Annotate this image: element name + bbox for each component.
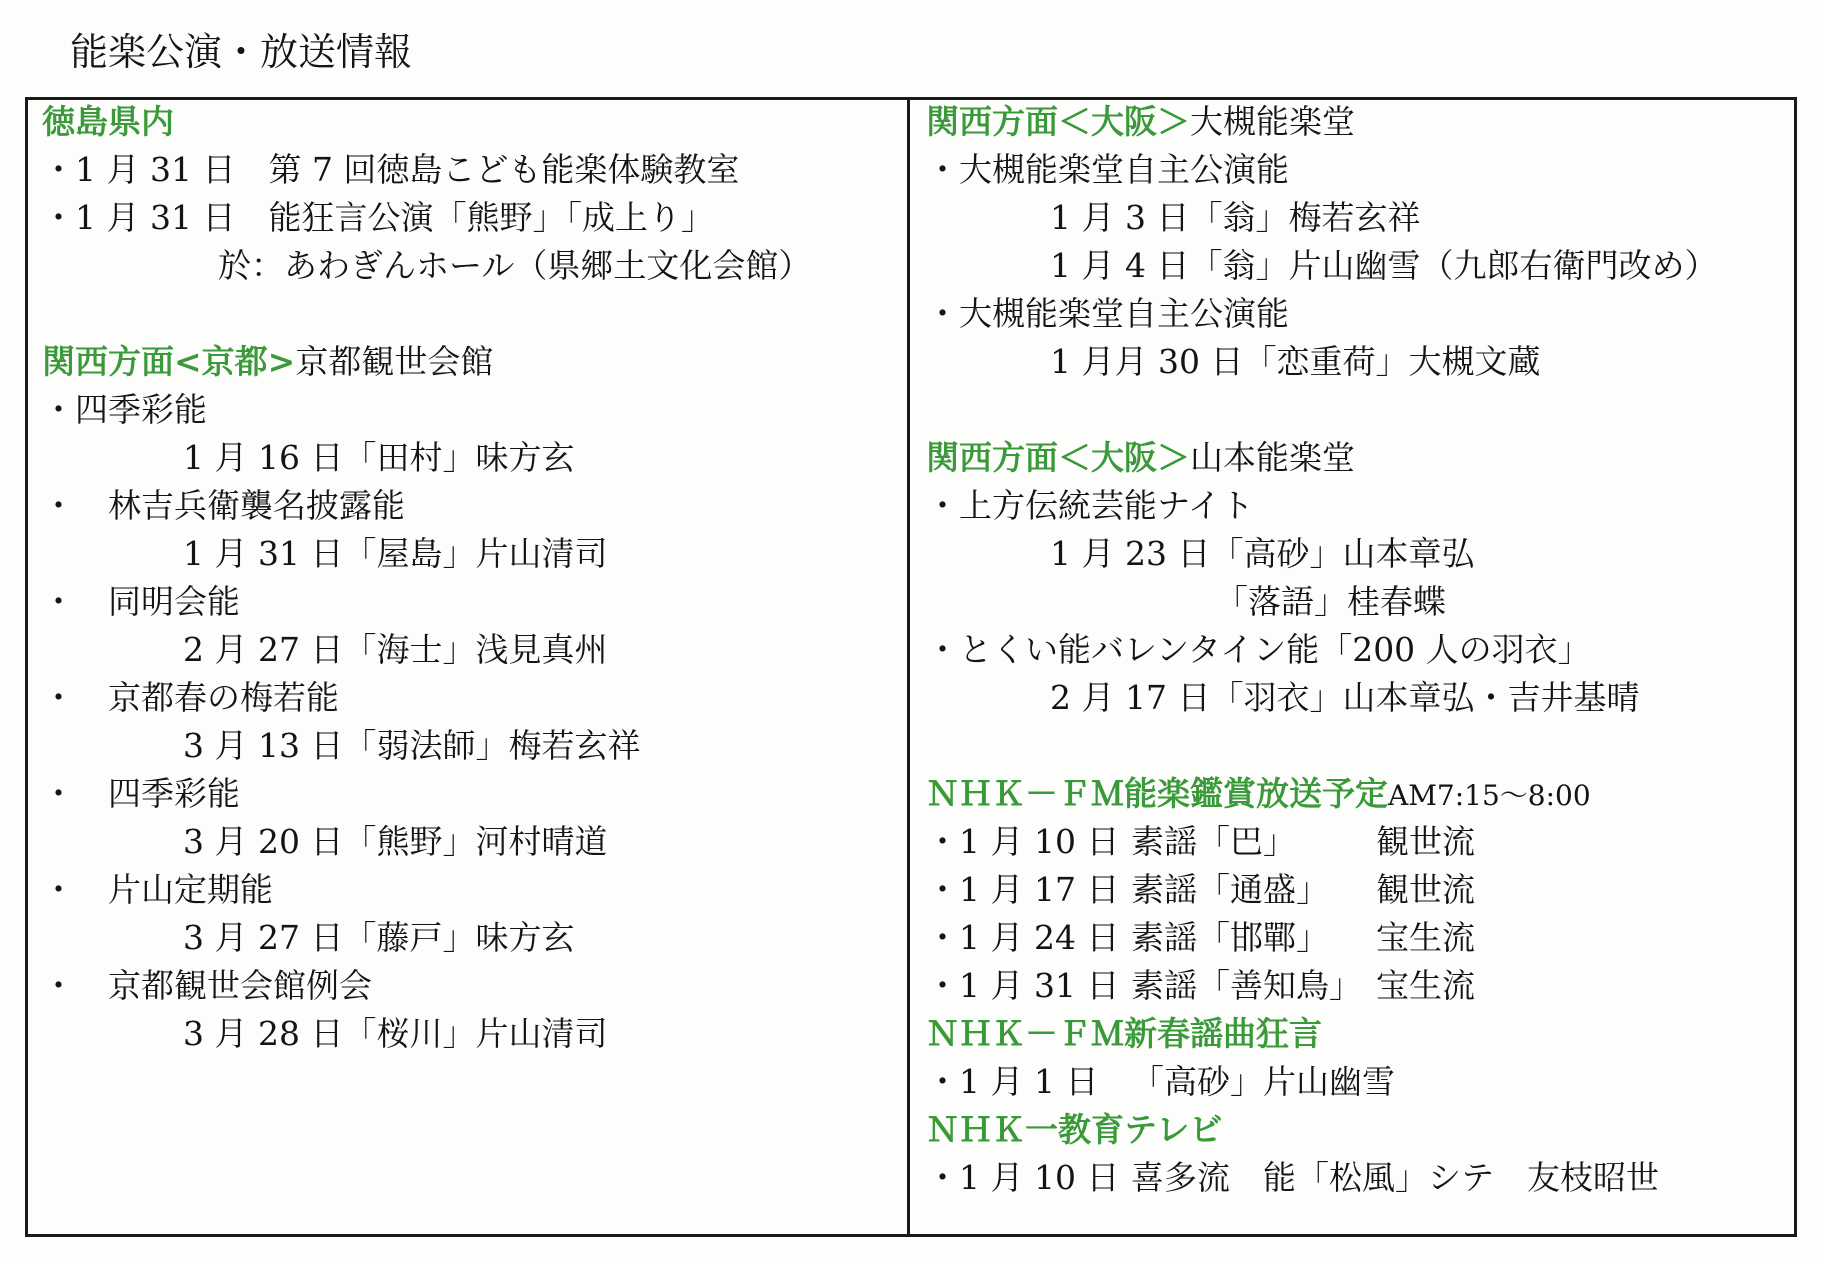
heading-venue: 山本能楽堂 [1190,438,1355,477]
event-name: ・ 京都観世会館例会 [42,966,372,1005]
broadcast-school: 宝生流 [1376,918,1475,957]
broadcast-title: 素謡「巴」 [1131,822,1296,861]
performance-line: 3 月 13 日「弱法師」梅若玄祥 [183,726,641,765]
table-row [926,818,1786,866]
section-heading-kyoto [42,338,493,386]
page-title: 能楽公演・放送情報 [70,30,413,74]
broadcast-title: 喜多流 能「松風」シテ 友枝昭世 [1131,1158,1659,1197]
event-name: ・ 四季彩能 [42,774,240,813]
table-row [926,914,1786,962]
broadcast-school: 観世流 [1376,870,1475,909]
broadcast-date: ・1 月 24 日 [926,918,1120,957]
broadcast-date: ・1 月 17 日 [926,870,1120,909]
column-divider [907,100,910,1234]
event-name: ・上方伝統芸能ナイト [926,486,1254,525]
heading-region: 関西方面＜大阪＞ [926,438,1190,477]
heading-broadcast: ＮＨＫ－ＦＭ能楽鑑賞放送予定 [926,774,1388,813]
section-heading-ohtsuki [926,98,1355,146]
performance-line: 2 月 27 日「海士」浅見真州 [183,630,608,669]
table-row [926,1058,1786,1106]
heading-region: 関西方面＜大阪＞ [926,102,1190,141]
venue-text: 於：あわぎんホール（県郷土文化会館） [218,246,812,285]
section-heading-nhk-fm [926,770,1591,818]
event-name: ・大槻能楽堂自主公演能 [926,294,1289,333]
list-item: ・1 月 31 日 能狂言公演「熊野」「成上り」 [42,198,714,237]
section-heading-nhk-edu: ＮＨＫ一教育テレビ [926,1110,1223,1149]
performance-line: 3 月 28 日「桜川」片山清司 [183,1014,608,1053]
performance-line: 1 月 4 日「翁」片山幽雪（九郎右衛門改め） [1050,246,1718,285]
performance-line: 1 月 31 日「屋島」片山清司 [183,534,608,573]
performance-line: 3 月 20 日「熊野」河村晴道 [183,822,608,861]
event-name: ・とくい能バレンタイン能「200 人の羽衣」 [926,630,1591,669]
broadcast-school: 観世流 [1376,822,1475,861]
event-name: ・ 林吉兵衛襲名披露能 [42,486,405,525]
list-item: ・1 月 31 日 第 7 回徳島こども能楽体験教室 [42,150,740,189]
heading-region: 関西方面<京都> [42,342,296,381]
section-heading-yamamoto [926,434,1355,482]
performance-line: 3 月 27 日「藤戸」味方玄 [183,918,575,957]
section-heading-tokushima: 徳島県内 [42,102,174,141]
performance-line: 2 月 17 日「羽衣」山本章弘・吉井基晴 [1050,678,1640,717]
table-row [926,1154,1786,1202]
table-row [926,866,1786,914]
broadcast-title: 「高砂」片山幽雪 [1131,1062,1395,1101]
broadcast-title: 素謡「善知鳥」 [1131,966,1362,1005]
heading-venue: 京都観世会館 [295,342,494,381]
section-heading-nhk-fm-new-year: ＮＨＫ－ＦＭ新春謡曲狂言 [926,1014,1322,1053]
broadcast-date: ・1 月 31 日 [926,966,1120,1005]
performance-line: 1 月 23 日「高砂」山本章弘 [1050,534,1475,573]
event-name: ・ 片山定期能 [42,870,273,909]
broadcast-time: AM7:15～8:00 [1388,779,1591,812]
broadcast-title: 素謡「通盛」 [1131,870,1329,909]
performance-line: 1 月 16 日「田村」味方玄 [183,438,575,477]
heading-venue: 大槻能楽堂 [1190,102,1355,141]
performance-line: 「落語」桂春蝶 [1215,582,1446,621]
event-name: ・ 同明会能 [42,582,240,621]
broadcast-date: ・1 月 10 日 [926,822,1120,861]
performance-line: 1 月 3 日「翁」梅若玄祥 [1050,198,1421,237]
event-name: ・ 京都春の梅若能 [42,678,339,717]
table-row [926,962,1786,1010]
broadcast-title: 素謡「邯鄲」 [1131,918,1329,957]
schedule-table [25,97,1797,1237]
broadcast-school: 宝生流 [1376,966,1475,1005]
broadcast-date: ・1 月 10 日 [926,1158,1120,1197]
performance-line: 1 月月 30 日「恋重荷」大槻文蔵 [1050,342,1541,381]
event-name: ・大槻能楽堂自主公演能 [926,150,1289,189]
event-name: ・四季彩能 [42,390,207,429]
broadcast-date: ・1 月 1 日 [926,1062,1099,1101]
